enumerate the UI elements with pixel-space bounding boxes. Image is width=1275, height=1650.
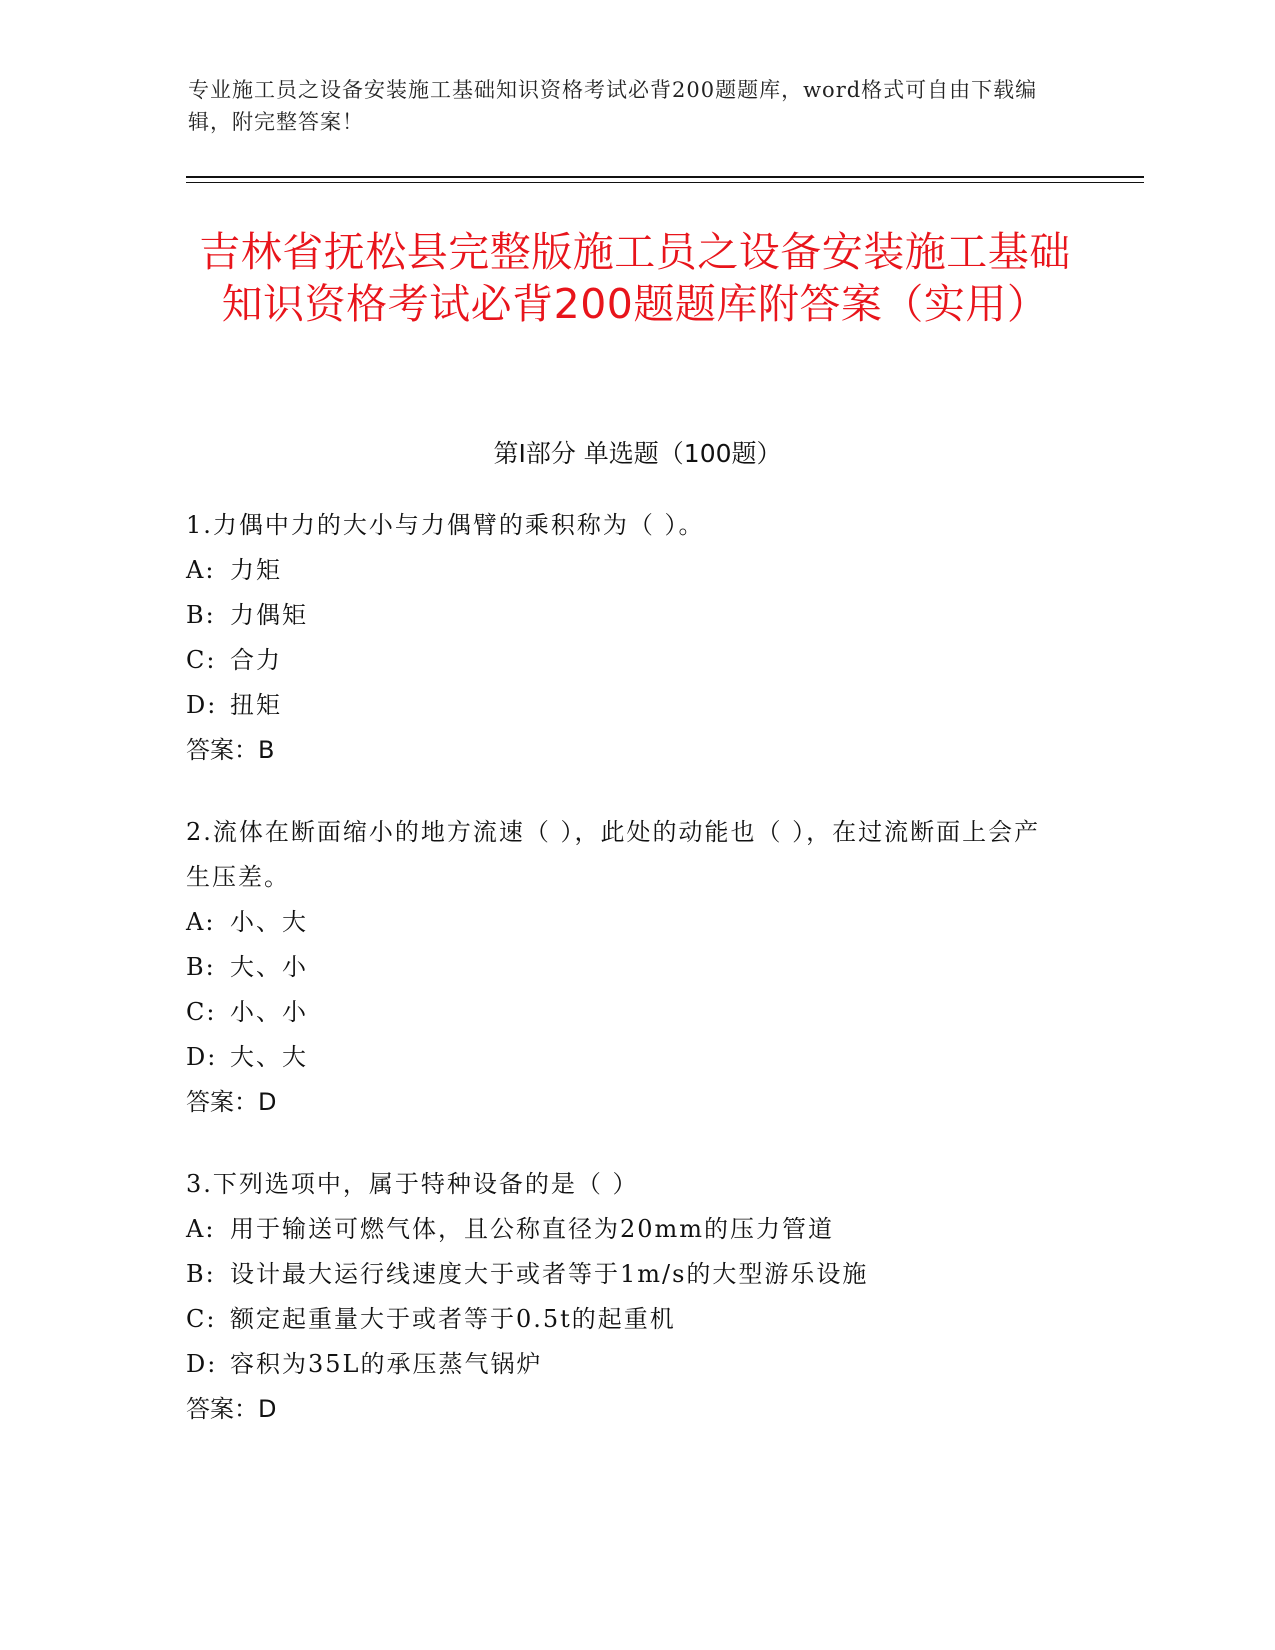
option-key: D: xyxy=(186,1350,218,1378)
option-text: 小、大 xyxy=(230,908,308,936)
section-title: 第Ⅰ部分 单选题（100题） xyxy=(493,439,782,468)
header-divider-thin xyxy=(186,182,1144,183)
option-key: B: xyxy=(186,953,216,981)
option-text: 小、小 xyxy=(230,998,308,1026)
option-key: C: xyxy=(186,1305,217,1333)
option-key: B: xyxy=(186,1260,216,1288)
option-b xyxy=(186,593,1066,638)
answer-line: 答案：D xyxy=(186,1395,277,1423)
question-1 xyxy=(186,503,1066,773)
option-text: 力矩 xyxy=(230,556,282,584)
option-c xyxy=(186,638,1066,683)
option-key: C: xyxy=(186,646,217,674)
option-key: A: xyxy=(186,1215,216,1243)
answer-line: 答案：D xyxy=(186,1088,277,1116)
option-b xyxy=(186,1252,1066,1297)
option-key: C: xyxy=(186,998,217,1026)
option-c xyxy=(186,990,1066,1035)
option-b xyxy=(186,945,1066,990)
question-stem: 1.力偶中力的大小与力偶臂的乘积称为（ ）。 xyxy=(186,511,705,539)
option-key: A: xyxy=(186,908,216,936)
option-text: 扭矩 xyxy=(230,691,282,719)
option-text: 设计最大运行线速度大于或者等于1m/s的大型游乐设施 xyxy=(230,1260,869,1288)
answer-line: 答案：B xyxy=(186,736,275,764)
option-text: 大、小 xyxy=(230,953,308,981)
option-text: 额定起重量大于或者等于0.5t的起重机 xyxy=(230,1305,676,1333)
option-key: D: xyxy=(186,691,218,719)
header-note: 专业施工员之设备安装施工基础知识资格考试必背200题题库，word格式可自由下载编辑，附完整答案！ xyxy=(188,78,1038,134)
question-3 xyxy=(186,1162,1066,1432)
option-a xyxy=(186,548,1066,593)
option-text: 大、大 xyxy=(230,1043,308,1071)
option-key: A: xyxy=(186,556,216,584)
option-c xyxy=(186,1297,1066,1342)
option-key: B: xyxy=(186,601,216,629)
option-d xyxy=(186,1342,1066,1387)
option-text: 用于输送可燃气体，且公称直径为20mm的压力管道 xyxy=(230,1215,835,1243)
option-text: 力偶矩 xyxy=(230,601,308,629)
option-key: D: xyxy=(186,1043,218,1071)
option-a xyxy=(186,900,1066,945)
question-2 xyxy=(186,810,1066,1125)
question-stem: 2.流体在断面缩小的地方流速（ ），此处的动能也（ ），在过流断面上会产生压差。 xyxy=(186,818,1041,891)
document-title: 吉林省抚松县完整版施工员之设备安装施工基础知识资格考试必背200题题库附答案（实用） xyxy=(199,228,1071,328)
option-d xyxy=(186,1035,1066,1080)
option-text: 合力 xyxy=(230,646,282,674)
header-divider-thick xyxy=(186,176,1144,178)
question-stem: 3.下列选项中，属于特种设备的是（ ） xyxy=(186,1170,639,1198)
option-d xyxy=(186,683,1066,728)
option-a xyxy=(186,1207,1066,1252)
option-text: 容积为35L的承压蒸气锅炉 xyxy=(230,1350,543,1378)
